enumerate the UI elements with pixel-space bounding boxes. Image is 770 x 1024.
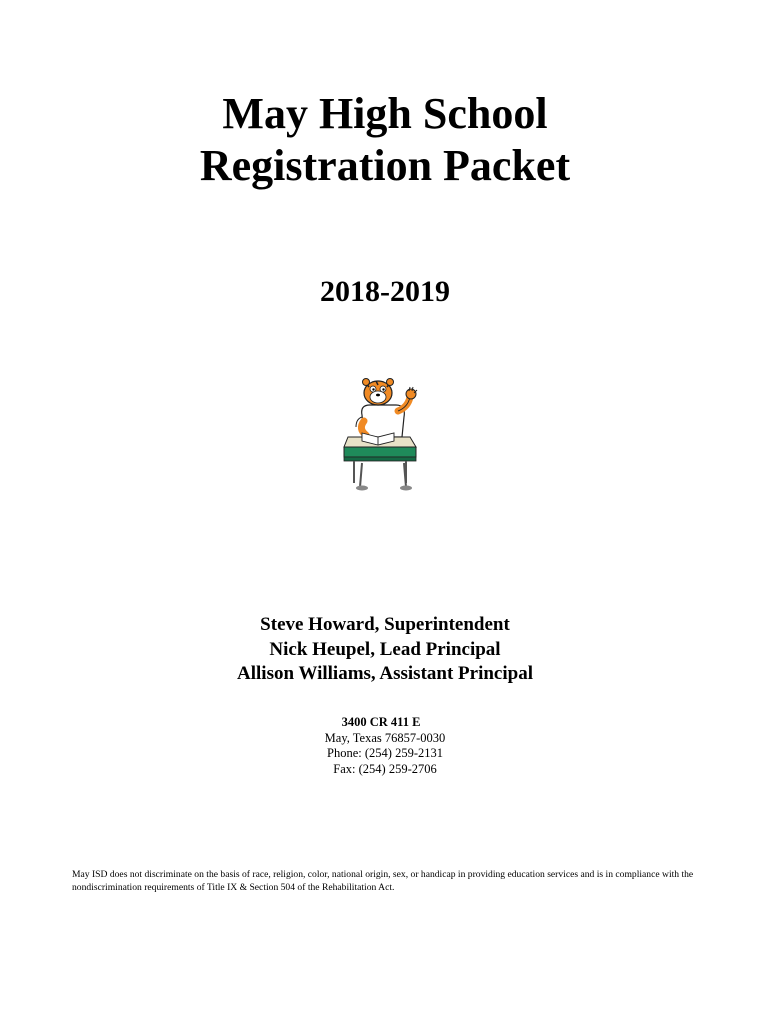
address-phone: Phone: (254) 259-2131 bbox=[327, 746, 443, 760]
page-title-line-2: Registration Packet bbox=[199, 141, 571, 190]
nondiscrimination-disclaimer: May ISD does not discriminate on the basis of race, religion, color, national origin, sex, or handicap in providing education services and is in compliance with the nondiscrimination requirements of Title IX & Section 504 of the Rehabilitation Act. bbox=[72, 869, 694, 893]
staff-lead-principal: Nick Heupel, Lead Principal bbox=[269, 638, 501, 660]
tiger-student-at-desk-icon bbox=[340, 375, 430, 493]
page-title-line-1: May High School bbox=[222, 89, 548, 138]
address-fax: Fax: (254) 259-2706 bbox=[333, 761, 437, 776]
address-city: May, Texas 76857-0030 bbox=[324, 730, 446, 745]
staff-superintendent: Steve Howard, Superintendent bbox=[260, 614, 510, 635]
address-street: 3400 CR 411 E bbox=[341, 715, 421, 729]
staff-list bbox=[0, 613, 770, 687]
school-address bbox=[0, 715, 770, 777]
staff-assistant-principal: Allison Williams, Assistant Principal bbox=[237, 663, 533, 684]
school-year: 2018-2019 bbox=[320, 275, 450, 308]
